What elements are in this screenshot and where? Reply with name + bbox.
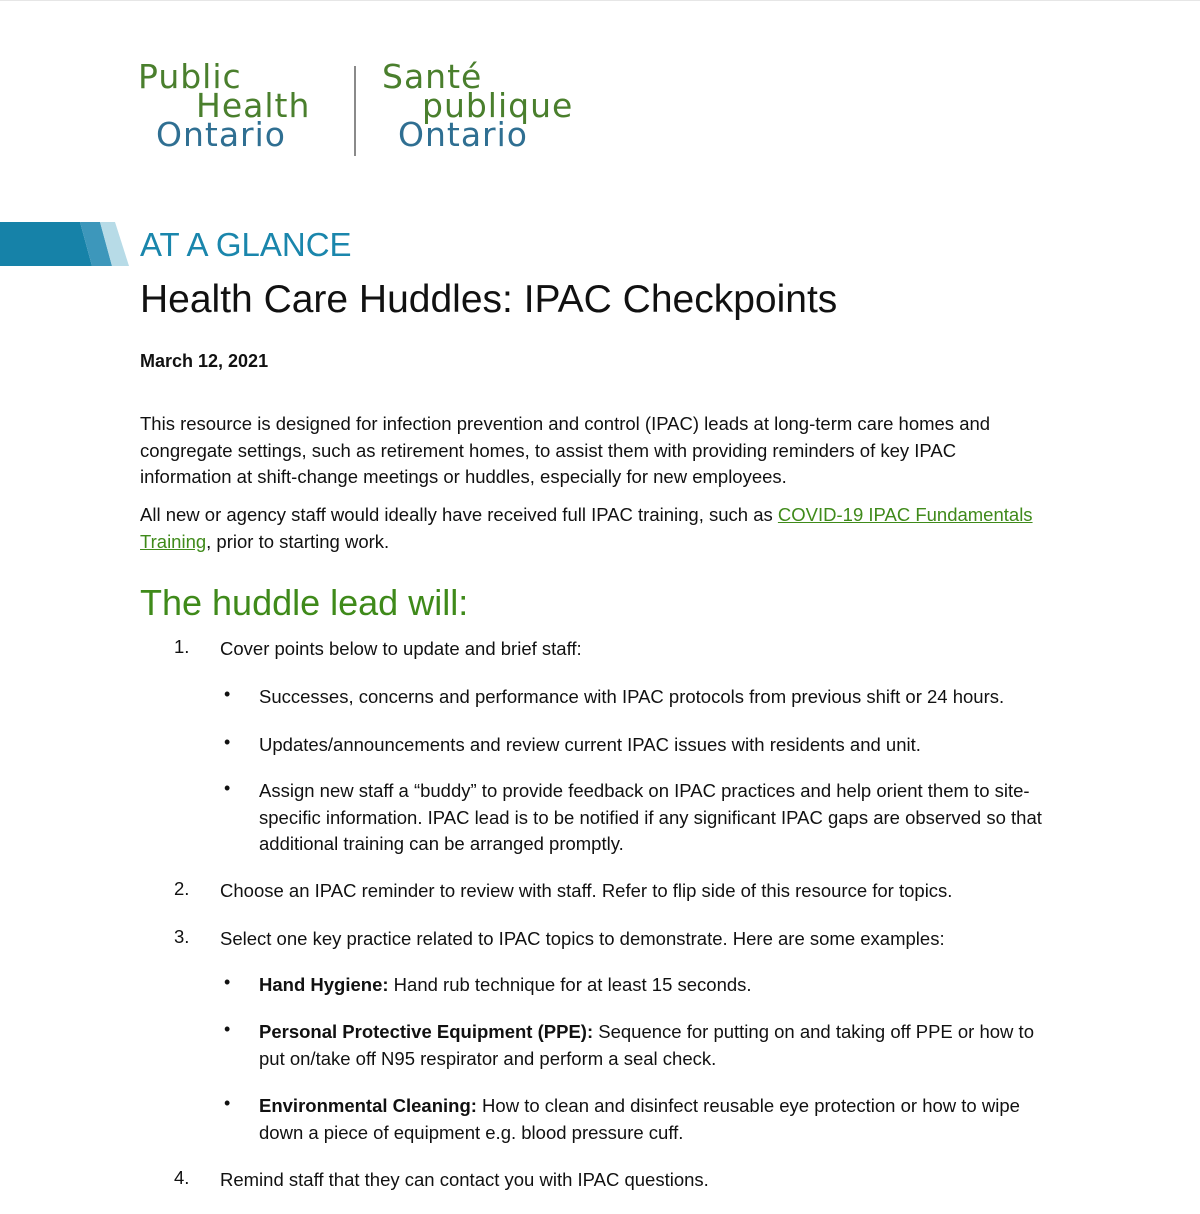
- bullet-icon: •: [224, 684, 231, 704]
- bullet-item: [259, 972, 1069, 999]
- bullet-text: How to clean and disinfect reusable eye protection or how to wipe down a piece of equipment e.g. blood pressure cuff.: [259, 1095, 1020, 1143]
- page-title: Health Care Huddles: IPAC Checkpoints: [140, 278, 838, 321]
- training-paragraph: [140, 502, 1040, 555]
- public-health-ontario-logo: [138, 57, 598, 162]
- list-number: 2.: [174, 878, 190, 899]
- bullet-icon: •: [224, 732, 231, 752]
- list-number: 4.: [174, 1167, 190, 1188]
- kicker-heading: AT A GLANCE: [140, 226, 352, 263]
- covid-ipac-training-link[interactable]: COVID-19 IPAC Fundamentals Training: [140, 504, 1033, 552]
- logo-text: publique: [422, 86, 574, 125]
- bullet-icon: •: [224, 1019, 231, 1039]
- bullet-icon: •: [224, 778, 231, 798]
- list-item: Cover points below to update and brief staff:: [220, 638, 582, 659]
- bullet-icon: •: [224, 972, 231, 992]
- logo-text: Ontario: [398, 115, 528, 154]
- paragraph-text: , prior to starting work.: [206, 530, 390, 552]
- bullet-label: Environmental Cleaning:: [259, 1095, 477, 1116]
- list-item: Choose an IPAC reminder to review with staff. Refer to flip side of this resource for topics.: [220, 880, 953, 901]
- bullet-item: Assign new staff a “buddy” to provide feedback on IPAC practices and help orient them to site-specific information. IPAC lead is to be notified if any significant IPAC gaps are observed so that additional training can be arranged promptly.: [259, 780, 1042, 854]
- bullet-icon: •: [224, 1093, 231, 1113]
- bullet-text: Hand rub technique for at least 15 seconds.: [388, 974, 752, 995]
- logo-text: Santé: [382, 57, 483, 96]
- section-heading: The huddle lead will:: [140, 582, 469, 623]
- bullet-item: [259, 1019, 1059, 1072]
- logo-french: [382, 57, 574, 154]
- list-number: 3.: [174, 926, 190, 947]
- page-top-border: [0, 0, 1200, 1]
- bullet-label: Hand Hygiene:: [259, 974, 389, 995]
- list-item: Remind staff that they can contact you with IPAC questions.: [220, 1169, 709, 1190]
- logo-english: [138, 57, 311, 154]
- list-number: 1.: [174, 636, 190, 657]
- paragraph-text: All new or agency staff would ideally have received full IPAC training, such as: [140, 504, 778, 525]
- bullet-label: Personal Protective Equipment (PPE):: [259, 1021, 594, 1042]
- bullet-item: [259, 1093, 1049, 1146]
- intro-paragraph: This resource is designed for infection prevention and control (IPAC) leads at long-term care homes and congregate settings, such as retirement homes, to assist them with providing reminders of key IPAC information at shift-change meetings or huddles, especially for new employees.: [140, 413, 991, 487]
- logo-text: Public: [138, 57, 242, 96]
- bullet-text: Sequence for putting on and taking off PPE or how to put on/take off N95 respirator and perform a seal check.: [259, 1021, 1034, 1069]
- logo-text: Ontario: [156, 115, 286, 154]
- banner-stripe-icon: [0, 222, 130, 266]
- publication-date: March 12, 2021: [140, 351, 269, 371]
- bullet-item: Successes, concerns and performance with IPAC protocols from previous shift or 24 hours.: [259, 686, 1005, 707]
- logo-divider: [354, 66, 356, 156]
- list-item: Select one key practice related to IPAC topics to demonstrate. Here are some examples:: [220, 928, 945, 949]
- bullet-item: Updates/announcements and review current IPAC issues with residents and unit.: [259, 734, 921, 755]
- logo-text: Health: [196, 86, 311, 125]
